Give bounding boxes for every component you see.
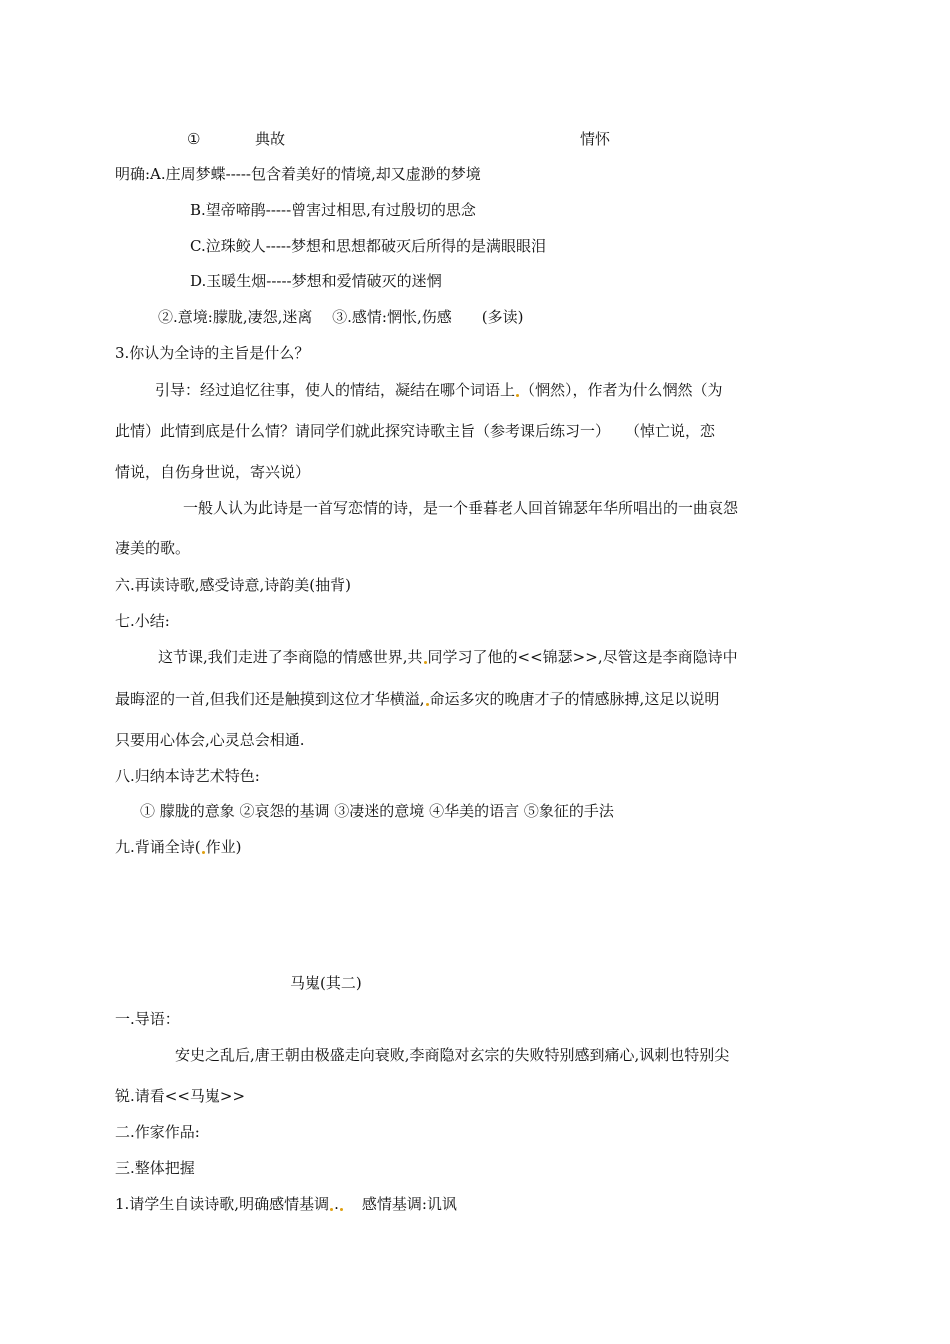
- mark-dot: [202, 851, 205, 854]
- clarify-line-c: C.泣珠鲛人-----梦想和思想都破灭后所得的是满眼眼泪: [190, 237, 547, 255]
- poem2-section-3: 三.整体把握: [115, 1159, 195, 1177]
- mark-dot: [340, 1208, 343, 1211]
- poem2-section-1: 一.导语：: [115, 1010, 180, 1028]
- clarify-line-d: D.玉暖生烟-----梦想和爱情破灭的迷惘: [190, 272, 442, 290]
- para-line-2: 凄美的歌。: [115, 539, 191, 557]
- art-features: ① 朦胧的意象 ②哀怨的基调 ③凄迷的意境 ④华美的语言 ⑤象征的手法: [140, 802, 614, 820]
- mark-dot: [330, 1208, 333, 1211]
- poem2-para-line-1: 安史之乱后,唐王朝由极盛走向衰败,李商隐对玄宗的失败特别感到痛心,讽刺也特别尖: [175, 1046, 730, 1064]
- col-feeling: 情怀: [580, 130, 611, 148]
- section-7-title: 七.小结:: [115, 612, 170, 630]
- section-9: 九.背诵全诗( 作业): [115, 838, 242, 856]
- section-6: 六.再读诗歌,感受诗意,诗韵美(抽背): [115, 576, 352, 594]
- mark-dot: [426, 703, 429, 706]
- mark-dot: [424, 661, 427, 664]
- clarify-line-b: B.望帝啼鹃-----曾害过相思,有过殷切的思念: [190, 201, 476, 219]
- question-3: 3.你认为全诗的主旨是什么？: [115, 344, 310, 362]
- summary-line-1: 这节课,我们走进了李商隐的情感世界,共 同学习了他的<<锦瑟>>,尽管这是李商隐诗中: [158, 648, 738, 666]
- summary-line-2: 最晦涩的一首,但我们还是触摸到这位才华横溢, 命运多灾的晚唐才子的情感脉搏,这足以说明: [115, 690, 720, 708]
- summary-line-3: 只要用心体会,心灵总会相通.: [115, 731, 305, 749]
- clarify-line-a: 明确:A.庄周梦蝶-----包含着美好的情境,却又虚渺的梦境: [115, 165, 481, 183]
- mark-dot: [516, 394, 519, 397]
- row-num: ①: [187, 130, 201, 148]
- mood-line: ②.意境:朦胧,凄怨,迷离 ③.感情:惘怅,伤感 (多读): [158, 308, 524, 326]
- para-line-1: 一般人认为此诗是一首写恋情的诗，是一个垂暮老人回首锦瑟年华所唱出的一曲哀怨: [183, 499, 739, 517]
- section-8-title: 八.归纳本诗艺术特色:: [115, 767, 260, 785]
- guide-line-2: 此情）此情到底是什么情？请同学们就此探究诗歌主旨（参考课后练习一） （悼亡说，恋: [115, 422, 716, 440]
- guide-line-3: 情说，自伤身世说，寄兴说）: [115, 463, 311, 481]
- poem2-para-line-2: 锐.请看<<马嵬>>: [115, 1087, 246, 1105]
- col-allusion: 典故: [255, 130, 286, 148]
- guide-line-1: 引导：经过追忆往事，使人的情结，凝结在哪个词语上 （惘然），作者为什么惘然（为: [155, 381, 723, 399]
- poem2-title: 马嵬(其二): [290, 974, 362, 992]
- poem2-question-1: 1.请学生自读诗歌,明确感情基调 . 感情基调:讥讽: [115, 1195, 457, 1213]
- poem2-section-2: 二.作家作品:: [115, 1123, 200, 1141]
